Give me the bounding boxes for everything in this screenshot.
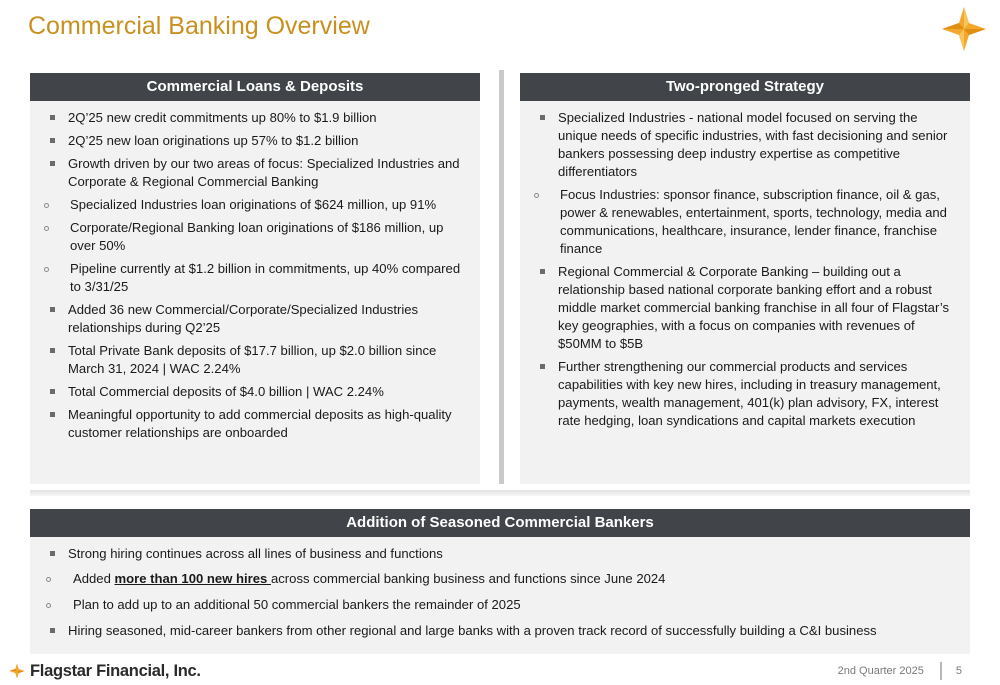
sub-list-item: Focus Industries: sponsor finance, subscription finance, oil & gas, power & renewables, entertainment, sports, technology, media and communications, healthcare, insurance, lender finance, franchise finance [520, 186, 954, 258]
page-number: 5 [955, 665, 962, 677]
period-label: 2nd Quarter 2025 [837, 665, 924, 677]
company-name: Flagstar Financial, Inc. [30, 661, 201, 680]
emphasis-text: more than 100 new hires [114, 571, 271, 586]
list-item: 2Q’25 new credit commitments up 80% to $1.9 billion [49, 109, 464, 127]
flagstar-star-logo [938, 5, 990, 53]
sub-list-item: Specialized Industries loan originations of $624 million, up 91% [30, 196, 464, 214]
panel-header: Commercial Loans & Deposits [30, 73, 480, 101]
list-item: Regional Commercial & Corporate Banking – building out a relationship based national corporate banking effort and a robust middle market commercial banking franchise in all four of Flagstar’s key geographies, with a focus on companies with revenues of $50MM to $5B [539, 263, 954, 353]
sub-list-item: Pipeline currently at $1.2 billion in commitments, up 40% compared to 3/31/25 [30, 260, 464, 296]
list-item: Strong hiring continues across all lines of business and functions [49, 545, 954, 563]
list-item: Added 36 new Commercial/Corporate/Specialized Industries relationships during Q2’25 [49, 301, 464, 337]
list-item: Total Commercial deposits of $4.0 billion | WAC 2.24% [49, 383, 464, 401]
list-item: Hiring seasoned, mid-career bankers from other regional and large banks with a proven track record of successfully building a C&I business [49, 622, 954, 640]
page-title: Commercial Banking Overview [28, 12, 370, 40]
list-item: Growth driven by our two areas of focus: Specialized Industries and Corporate & Regional Commercial Banking [49, 155, 464, 191]
footer-separator [940, 662, 942, 680]
footer-logo [8, 660, 201, 682]
vertical-divider [499, 70, 504, 484]
sub-list-item: Added more than 100 new hires across commercial banking business and functions since June 2024 [30, 570, 954, 588]
commercial-loans-deposits-panel [30, 73, 480, 484]
list-item: Further strengthening our commercial products and services capabilities with key new hires, including in treasury management, payments, wealth management, 401(k) plan advisory, FX, interest rate hedging, loan syndications and capital markets execution [539, 358, 954, 430]
list-item: Specialized Industries - national model focused on serving the unique needs of specific industries, with fast decisioning and senior bankers possessing deep industry expertise as competitive differentiators [539, 109, 954, 181]
section-divider [30, 490, 970, 496]
footer-info [838, 662, 962, 680]
list-item: Meaningful opportunity to add commercial deposits as high-quality customer relationships are onboarded [49, 406, 464, 442]
flagstar-star-icon [8, 662, 26, 680]
list-item: Total Private Bank deposits of $17.7 billion, up $2.0 billion since March 31, 2024 | WAC 2.24% [49, 342, 464, 378]
sub-list-item: Corporate/Regional Banking loan originations of $186 million, up over 50% [30, 219, 464, 255]
panel-header: Addition of Seasoned Commercial Bankers [30, 509, 970, 537]
list-item: 2Q’25 new loan originations up 57% to $1.2 billion [49, 132, 464, 150]
panel-header: Two-pronged Strategy [520, 73, 970, 101]
seasoned-bankers-panel [30, 509, 970, 654]
two-pronged-strategy-panel [520, 73, 970, 484]
sub-list-item: Plan to add up to an additional 50 commercial bankers the remainder of 2025 [30, 596, 954, 614]
